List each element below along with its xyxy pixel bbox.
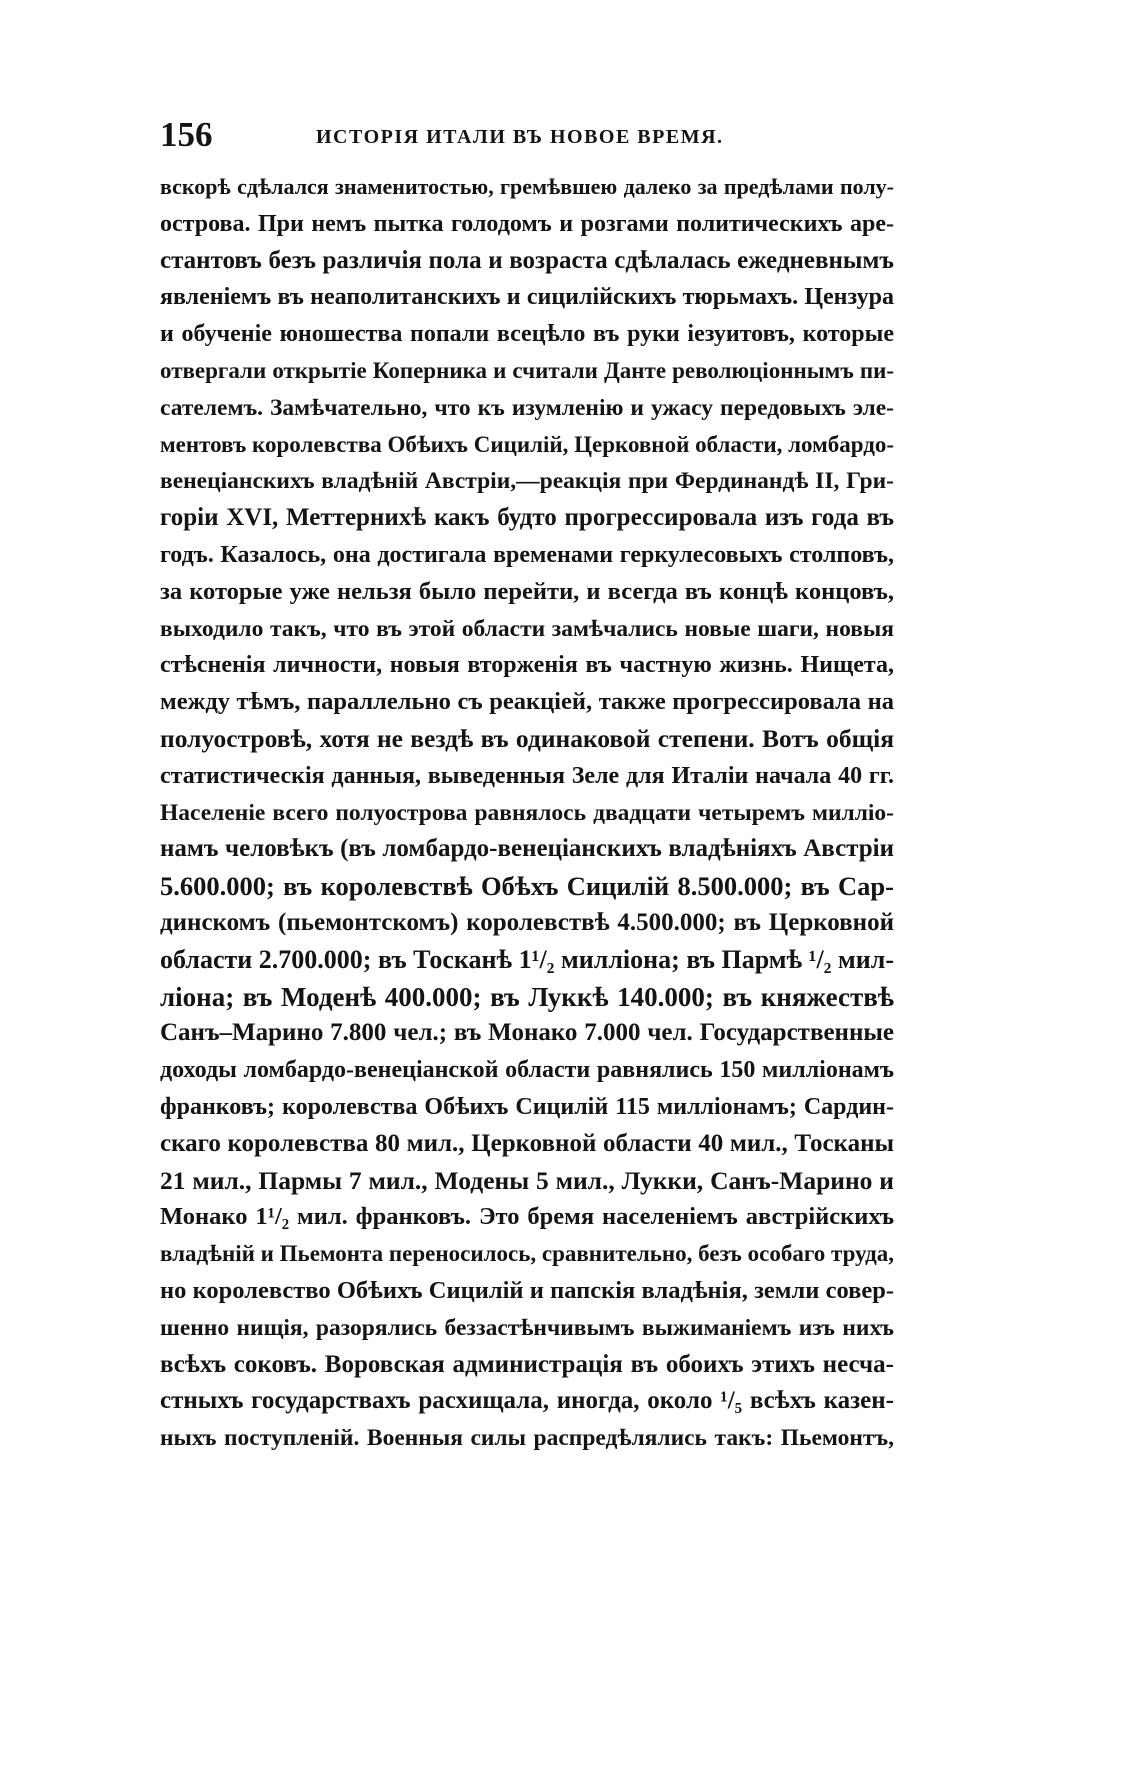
text-line: франковъ; королевства Обѣихъ Сицилій 115 милліонамъ; Сардин- [160, 1093, 894, 1120]
text-line: Санъ–Марино 7.800 чел.; въ Монако 7.000 чел. Государственные [160, 1019, 894, 1047]
text-line: выходило такъ, что въ этой области замѣчались новые шаги, новыя [160, 615, 894, 642]
text-line: статистическія данныя, выведенныя Зеле для Италіи начала 40 гг. [160, 762, 894, 789]
text-line: шенно нищія, разорялись беззастѣнчивымъ выжиманіемъ изъ нихъ [160, 1314, 894, 1341]
text-line: 5.600.000; въ королевствѣ Обѣхъ Сицилій 8.500.000; въ Сар- [160, 871, 894, 902]
text-line: Населеніе всего полуострова равнялось двадцати четыремъ милліо- [160, 799, 894, 826]
page-number: 156 [160, 115, 213, 154]
text-line: 21 мил., Пармы 7 мил., Модены 5 мил., Лукки, Санъ-Марино и [160, 1165, 894, 1195]
body-text [160, 169, 894, 1457]
text-line: Монако 1¹/₂ мил. франковъ. Это бремя населеніемъ австрійскихъ [160, 1203, 894, 1231]
text-line: ныхъ поступленій. Военныя силы распредѣлялись такъ: Пьемонтъ, [160, 1425, 894, 1452]
text-line: динскомъ (пьемонтскомъ) королевствѣ 4.500.000; въ Церковной [160, 908, 894, 936]
text-line: острова. При немъ пытка голодомъ и розгами политическихъ аре- [160, 210, 894, 237]
text-line: всѣхъ соковъ. Воровская администрація въ обоихъ этихъ несча- [160, 1350, 894, 1378]
text-line: но королевство Обѣихъ Сицилій и папскія владѣнія, земли совер- [160, 1276, 894, 1304]
text-line: доходы ломбардо-венеціанской области равнялись 150 милліонамъ [160, 1057, 894, 1084]
text-line: ментовъ королевства Обѣихъ Сицилій, Церковной области, ломбардо- [160, 431, 894, 457]
text-line: за которые уже нельзя было перейти, и всегда въ концѣ концовъ, [160, 577, 894, 605]
text-line: области 2.700.000; въ Тосканѣ 1¹/₂ милліона; въ Пармѣ ¹/₂ мил- [160, 944, 894, 974]
text-line: ліона; въ Моденѣ 400.000; въ Луккѣ 140.000; въ княжествѣ [160, 981, 894, 1012]
text-line: отвергали открытіе Коперника и считали Данте революціоннымъ пи- [160, 357, 894, 383]
text-line: между тѣмъ, параллельно съ реакціей, также прогрессировала на [160, 688, 894, 716]
text-line: полуостровѣ, хотя не вездѣ въ одинаковой степени. Вотъ общія [160, 723, 894, 753]
text-line: скаго королевства 80 мил., Церковной области 40 мил., Тосканы [160, 1129, 894, 1157]
text-line: стантовъ безъ различія пола и возраста сдѣлалась ежедневнымъ [160, 246, 894, 274]
text-line: явленіемъ въ неаполитанскихъ и сицилійскихъ тюрьмахъ. Цензура [160, 284, 894, 311]
text-line: вскорѣ сдѣлался знаменитостью, гремѣвшею далеко за предѣлами полу- [160, 174, 894, 199]
text-line: горіи XVI, Меттернихѣ какъ будто прогрессировала изъ года въ [160, 504, 894, 532]
text-line: и обученіе юношества попали всецѣло въ руки іезуитовъ, которые [160, 321, 894, 348]
text-line: намъ человѣкъ (въ ломбардо-венеціанскихъ владѣніяхъ Австріи [160, 835, 894, 863]
text-line: стныхъ государствахъ расхищала, иногда, около ¹/₅ всѣхъ казен- [160, 1387, 894, 1415]
text-line: годъ. Казалось, она достигала временами геркулесовыхъ столповъ, [160, 541, 894, 568]
text-line: владѣній и Пьемонта переносилось, сравнительно, безъ особаго труда, [160, 1241, 894, 1267]
page-header [160, 110, 900, 160]
text-line: стѣсненія личности, новыя вторженія въ частную жизнь. Нищета, [160, 652, 894, 679]
running-title: ИСТОРІЯ ИТАЛИ ВЪ НОВОЕ ВРЕМЯ. [316, 126, 724, 148]
text-line: сателемъ. Замѣчательно, что къ изумленію и ужасу передовыхъ эле- [160, 394, 894, 421]
text-line: венеціанскихъ владѣній Австріи,—реакція при Фердинандѣ II, Гри- [160, 468, 894, 495]
